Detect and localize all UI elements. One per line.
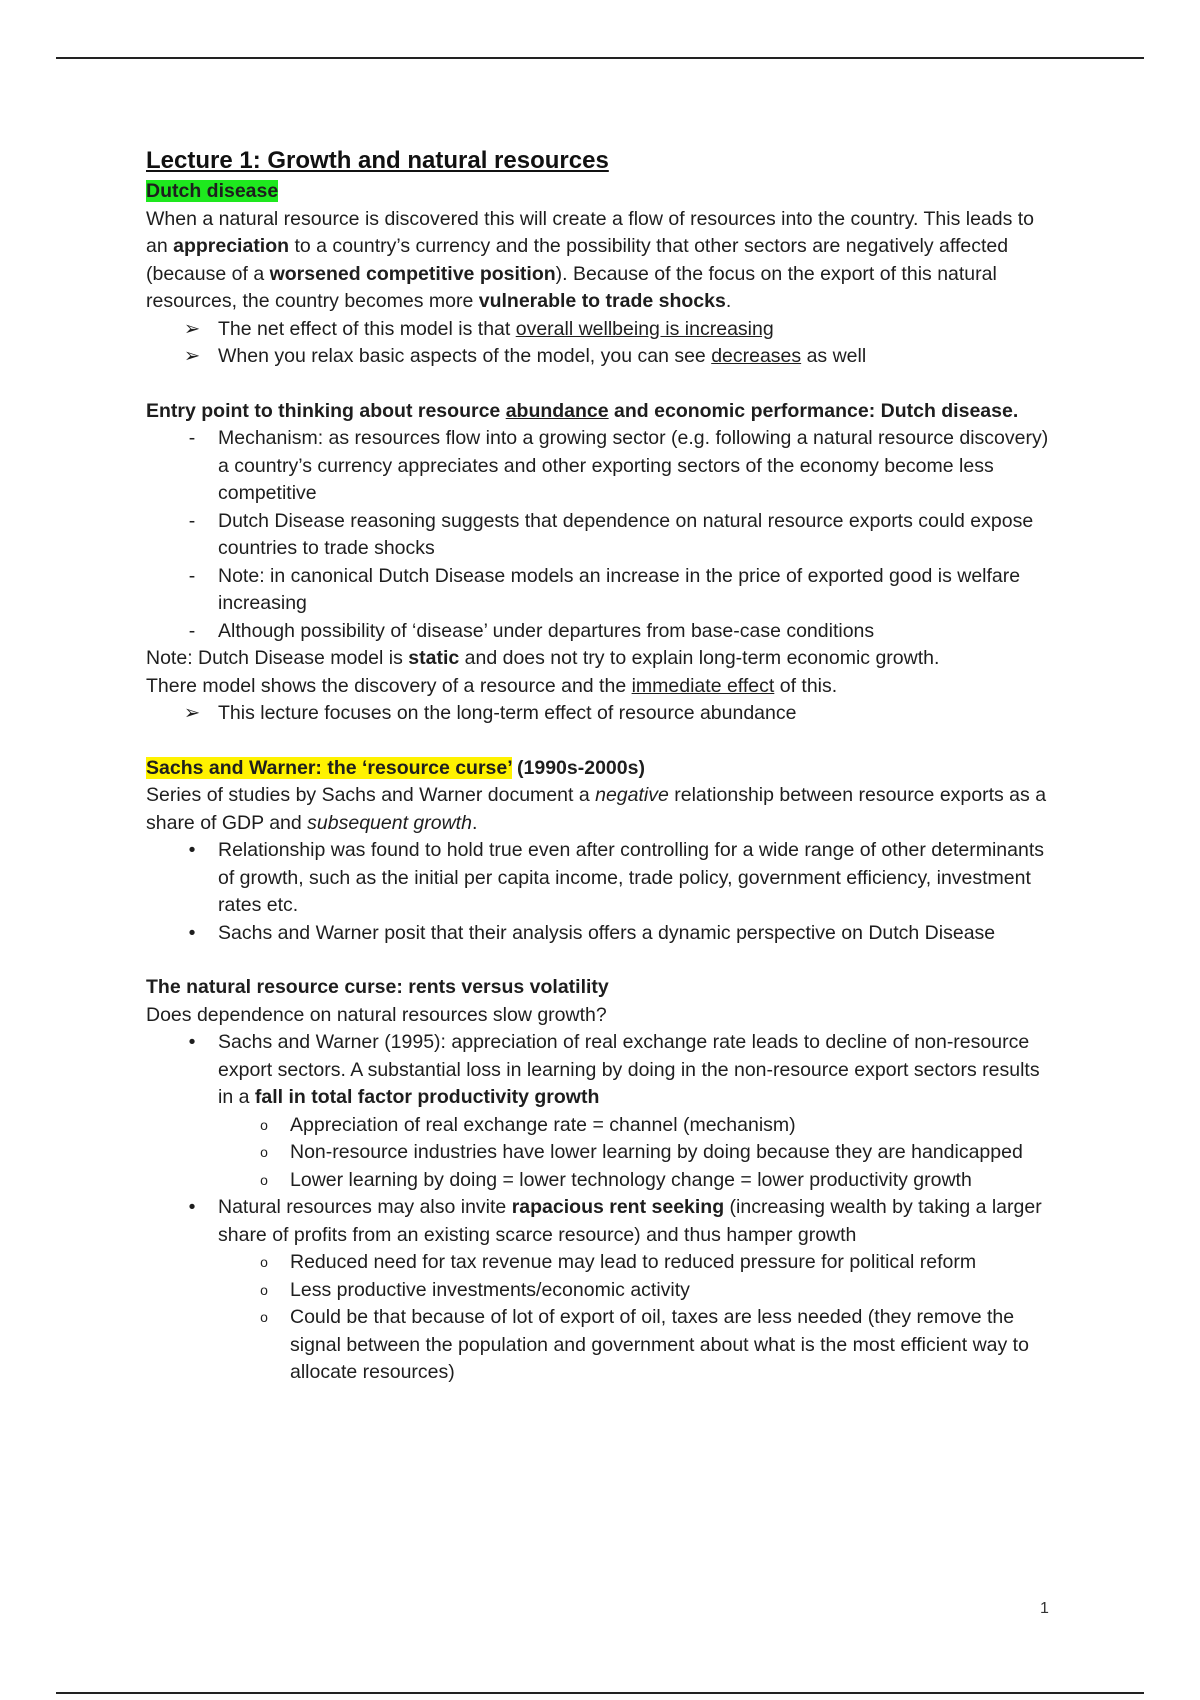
arrow-bullet: ➢ When you relax basic aspects of the model, you can see decreases as well <box>146 343 1056 371</box>
bullet-icon: • <box>188 1031 196 1053</box>
dash-item: - Mechanism: as resources flow into a growing sector (e.g. following a natural resource discovery) a country’s currency appreciates and other exporting sectors of the economy become less competitive <box>146 425 1056 508</box>
section-heading: Entry point to thinking about resource abundance and economic performance: Dutch disease. <box>146 399 1019 422</box>
arrow-bullet-icon: ➢ <box>183 345 201 367</box>
circle-bullet-icon: o <box>260 1116 268 1133</box>
dash-item: - Note: in canonical Dutch Disease models an increase in the price of exported good is welfare increasing <box>146 563 1056 618</box>
circle-bullet-icon: o <box>260 1281 268 1298</box>
section-heading: The natural resource curse: rents versus volatility <box>146 976 609 998</box>
dash-item: - Although possibility of ‘disease’ under departures from base-case conditions <box>146 618 1056 646</box>
sub-bullet-item: o Lower learning by doing = lower technology change = lower productivity growth <box>146 1167 1056 1195</box>
bullet-item: • Relationship was found to hold true even after controlling for a wide range of other determinants of growth, such as the initial per capita income, trade policy, government efficiency, investment rates etc. <box>146 837 1056 920</box>
header-rule <box>56 57 1144 59</box>
circle-bullet-icon: o <box>260 1144 268 1160</box>
section-resource-curse <box>146 755 1056 948</box>
bullet-icon: • <box>188 921 196 944</box>
dash-icon: - <box>188 509 196 532</box>
bullet-item: • Sachs and Warner posit that their analysis offers a dynamic perspective on Dutch Disease <box>146 920 1056 948</box>
arrow-bullet: ➢ This lecture focuses on the long-term effect of resource abundance <box>146 700 1056 728</box>
circle-bullet-icon: o <box>260 1171 268 1188</box>
document-page <box>146 144 1056 1387</box>
section-entry-point <box>146 398 1056 728</box>
dash-icon: - <box>188 427 196 449</box>
sub-bullet-item: o Non-resource industries have lower learning by doing because they are handicapped <box>146 1139 1056 1167</box>
bullet-item: • Natural resources may also invite rapacious rent seeking (increasing wealth by taking a larger share of profits from an existing scarce resource) and thus hamper growth <box>146 1194 1056 1249</box>
page-number: 1 <box>1040 1600 1049 1617</box>
bullet-icon: • <box>188 839 196 861</box>
arrow-bullet-icon: ➢ <box>183 702 201 724</box>
question: Does dependence on natural resources slow growth? <box>146 1003 607 1026</box>
sub-bullet-item: o Could be that because of lot of export of oil, taxes are less needed (they remove the signal between the population and government about what is the most efficient way to allocate resources) <box>146 1304 1056 1387</box>
circle-bullet-icon: o <box>260 1254 268 1270</box>
paragraph: Series of studies by Sachs and Warner document a negative relationship between resource exports as a share of GDP and subsequent growth. <box>146 784 1047 834</box>
section-heading: Dutch disease <box>146 180 279 202</box>
note-immediate: There model shows the discovery of a resource and the immediate effect of this. <box>146 674 838 697</box>
circle-bullet-icon: o <box>260 1309 268 1325</box>
page-title: Lecture 1: Growth and natural resources <box>146 147 609 174</box>
arrow-bullet: ➢ The net effect of this model is that overall wellbeing is increasing <box>146 316 1056 344</box>
section-rents-volatility <box>146 974 1056 1387</box>
dash-item: - Dutch Disease reasoning suggests that dependence on natural resource exports could expose countries to trade shocks <box>146 508 1056 563</box>
arrow-bullet-icon: ➢ <box>183 317 201 340</box>
sub-bullet-item: o Reduced need for tax revenue may lead to reduced pressure for political reform <box>146 1249 1056 1277</box>
note-static: Note: Dutch Disease model is static and does not try to explain long-term economic growth. <box>146 647 940 669</box>
dash-icon: - <box>188 564 196 587</box>
footer-rule <box>56 1692 1144 1694</box>
section-heading: Sachs and Warner: the ‘resource curse’ (1990s-2000s) <box>146 756 645 779</box>
sub-bullet-item: o Less productive investments/economic activity <box>146 1277 1056 1305</box>
section-dutch-disease <box>146 178 1056 371</box>
paragraph: When a natural resource is discovered this will create a flow of resources into the country. This leads to an appreciation to a country’s currency and the possibility that other sectors are negatively affected (because of a worsened competitive position). Because of the focus on the export of this natural resources, the country becomes more vulnerable to trade shocks. <box>146 207 1035 312</box>
bullet-item: • Sachs and Warner (1995): appreciation of real exchange rate leads to decline of non-resource export sectors. A substantial loss in learning by doing in the non-resource export sectors results in a fall in total factor productivity growth <box>146 1029 1056 1112</box>
bullet-icon: • <box>188 1196 196 1218</box>
dash-icon: - <box>188 619 196 642</box>
sub-bullet-item: o Appreciation of real exchange rate = channel (mechanism) <box>146 1112 1056 1140</box>
